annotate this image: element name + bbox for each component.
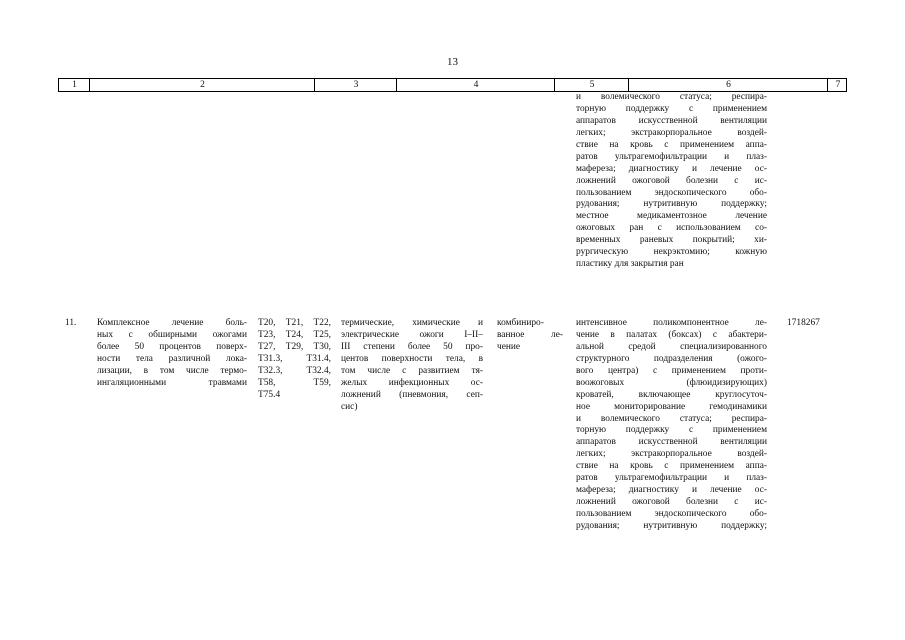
text-line: ванное ле- <box>497 329 563 340</box>
header-col-3: 3 <box>314 79 397 91</box>
text-line: легких; экстракорпоральное воздей- <box>576 127 767 138</box>
text-line: и волемического статуса; респира- <box>576 413 767 424</box>
text-line: временных раневых покрытий; хи- <box>576 235 767 246</box>
header-col-2: 2 <box>89 79 315 91</box>
text-line: термические, химические и <box>341 318 483 328</box>
text-line: мафереза; диагностику и лечение ос- <box>576 485 767 496</box>
text-line: Т20, Т21, Т22, <box>258 318 331 328</box>
text-line: ных с обширными ожогами <box>97 329 247 340</box>
text-line: аппаратов искусственной вентиляции <box>576 115 767 126</box>
text-line: чение <box>497 341 521 352</box>
text-line: рургическую некрэктомию; кожную <box>576 247 767 258</box>
row-cost: 1718267 <box>787 318 820 328</box>
text-line: ожоговых ран с использованием со- <box>576 223 767 234</box>
text-line: кроватей, включающее круглосуточ- <box>576 389 767 400</box>
continuation-treatment-text <box>576 92 767 271</box>
text-line: интенсивное поликомпонентное ле- <box>576 318 767 328</box>
text-line: Т58, Т59, <box>258 377 331 388</box>
text-line: аппаратов искусственной вентиляции <box>576 437 767 448</box>
header-col-6: 6 <box>628 79 828 91</box>
text-line: Т31.3, Т31.4, <box>258 353 331 364</box>
text-line: Т32.3, Т32.4, <box>258 365 331 376</box>
text-line: электрические ожоги I–II– <box>341 329 483 340</box>
text-line: торную поддержку с применением <box>576 103 767 114</box>
text-line: пользованием эндоскопического обо- <box>576 187 767 198</box>
text-line: комбиниро- <box>497 318 544 328</box>
page-number: 13 <box>447 56 458 68</box>
text-line: III степени более 50 про- <box>341 341 483 352</box>
row-disease-group <box>97 318 247 390</box>
text-line: ности тела различной лока- <box>97 353 247 364</box>
text-line: чение в палатах (боксах) с абактери- <box>576 329 767 340</box>
text-line: структурного подразделения (ожого- <box>576 353 767 364</box>
text-line: пользованием эндоскопического обо- <box>576 509 767 519</box>
text-line: легких; экстракорпоральное воздей- <box>576 449 767 460</box>
text-line: ложнений (пневмония, сеп- <box>341 389 483 400</box>
table-header-row <box>58 78 847 92</box>
row-number: 11. <box>65 318 77 328</box>
text-line: воожоговых (флюидизирующих) <box>576 377 767 388</box>
text-line: ствие на кровь с применением аппа- <box>576 461 767 472</box>
text-line: Т75.4 <box>258 389 281 400</box>
text-line: том числе с развитием тя- <box>341 365 483 376</box>
text-line: ложнений ожоговой болезни с ис- <box>576 497 767 508</box>
text-line: лизации, в том числе термо- <box>97 365 247 376</box>
header-col-5: 5 <box>554 79 629 91</box>
text-line: местное медикаментозное лечение <box>576 211 767 222</box>
header-col-1: 1 <box>58 79 90 91</box>
row-treatment-type <box>497 318 563 354</box>
text-line: ратов ультрагемофильтрации и плаз- <box>576 473 767 484</box>
text-line: вого центра) с применением проти- <box>576 365 767 376</box>
text-line: рудования; нутритивную поддержку; <box>576 520 767 531</box>
text-line: мафереза; диагностику и лечение ос- <box>576 163 767 174</box>
text-line: желых инфекционных ос- <box>341 377 483 388</box>
text-line: сис) <box>341 401 358 412</box>
text-line: ратов ультрагемофильтрации и плаз- <box>576 151 767 162</box>
text-line: Комплексное лечение боль- <box>97 318 247 328</box>
text-line: пластику для закрытия ран <box>576 259 684 270</box>
text-line: Т23, Т24, Т25, <box>258 329 331 340</box>
text-line: Т27, Т29, Т30, <box>258 341 331 352</box>
text-line: ствие на кровь с применением аппа- <box>576 139 767 150</box>
text-line: рудования; нутритивную поддержку; <box>576 199 767 210</box>
header-col-4: 4 <box>396 79 555 91</box>
header-col-7: 7 <box>827 79 848 91</box>
text-line: ингаляционными травмами <box>97 377 247 388</box>
text-line: ложнений ожоговой болезни с ис- <box>576 175 767 186</box>
text-line: центов поверхности тела, в <box>341 353 483 364</box>
text-line: торную поддержку с применением <box>576 425 767 436</box>
text-line: ное мониторирование гемодинамики <box>576 401 767 412</box>
text-line: более 50 процентов поверх- <box>97 341 247 352</box>
text-line: альной средой специализированного <box>576 341 767 352</box>
row-icd-codes <box>258 318 331 402</box>
row-treatment-method <box>576 318 767 533</box>
row-patient-model <box>341 318 483 414</box>
text-line: и волемического статуса; респира- <box>576 92 767 102</box>
